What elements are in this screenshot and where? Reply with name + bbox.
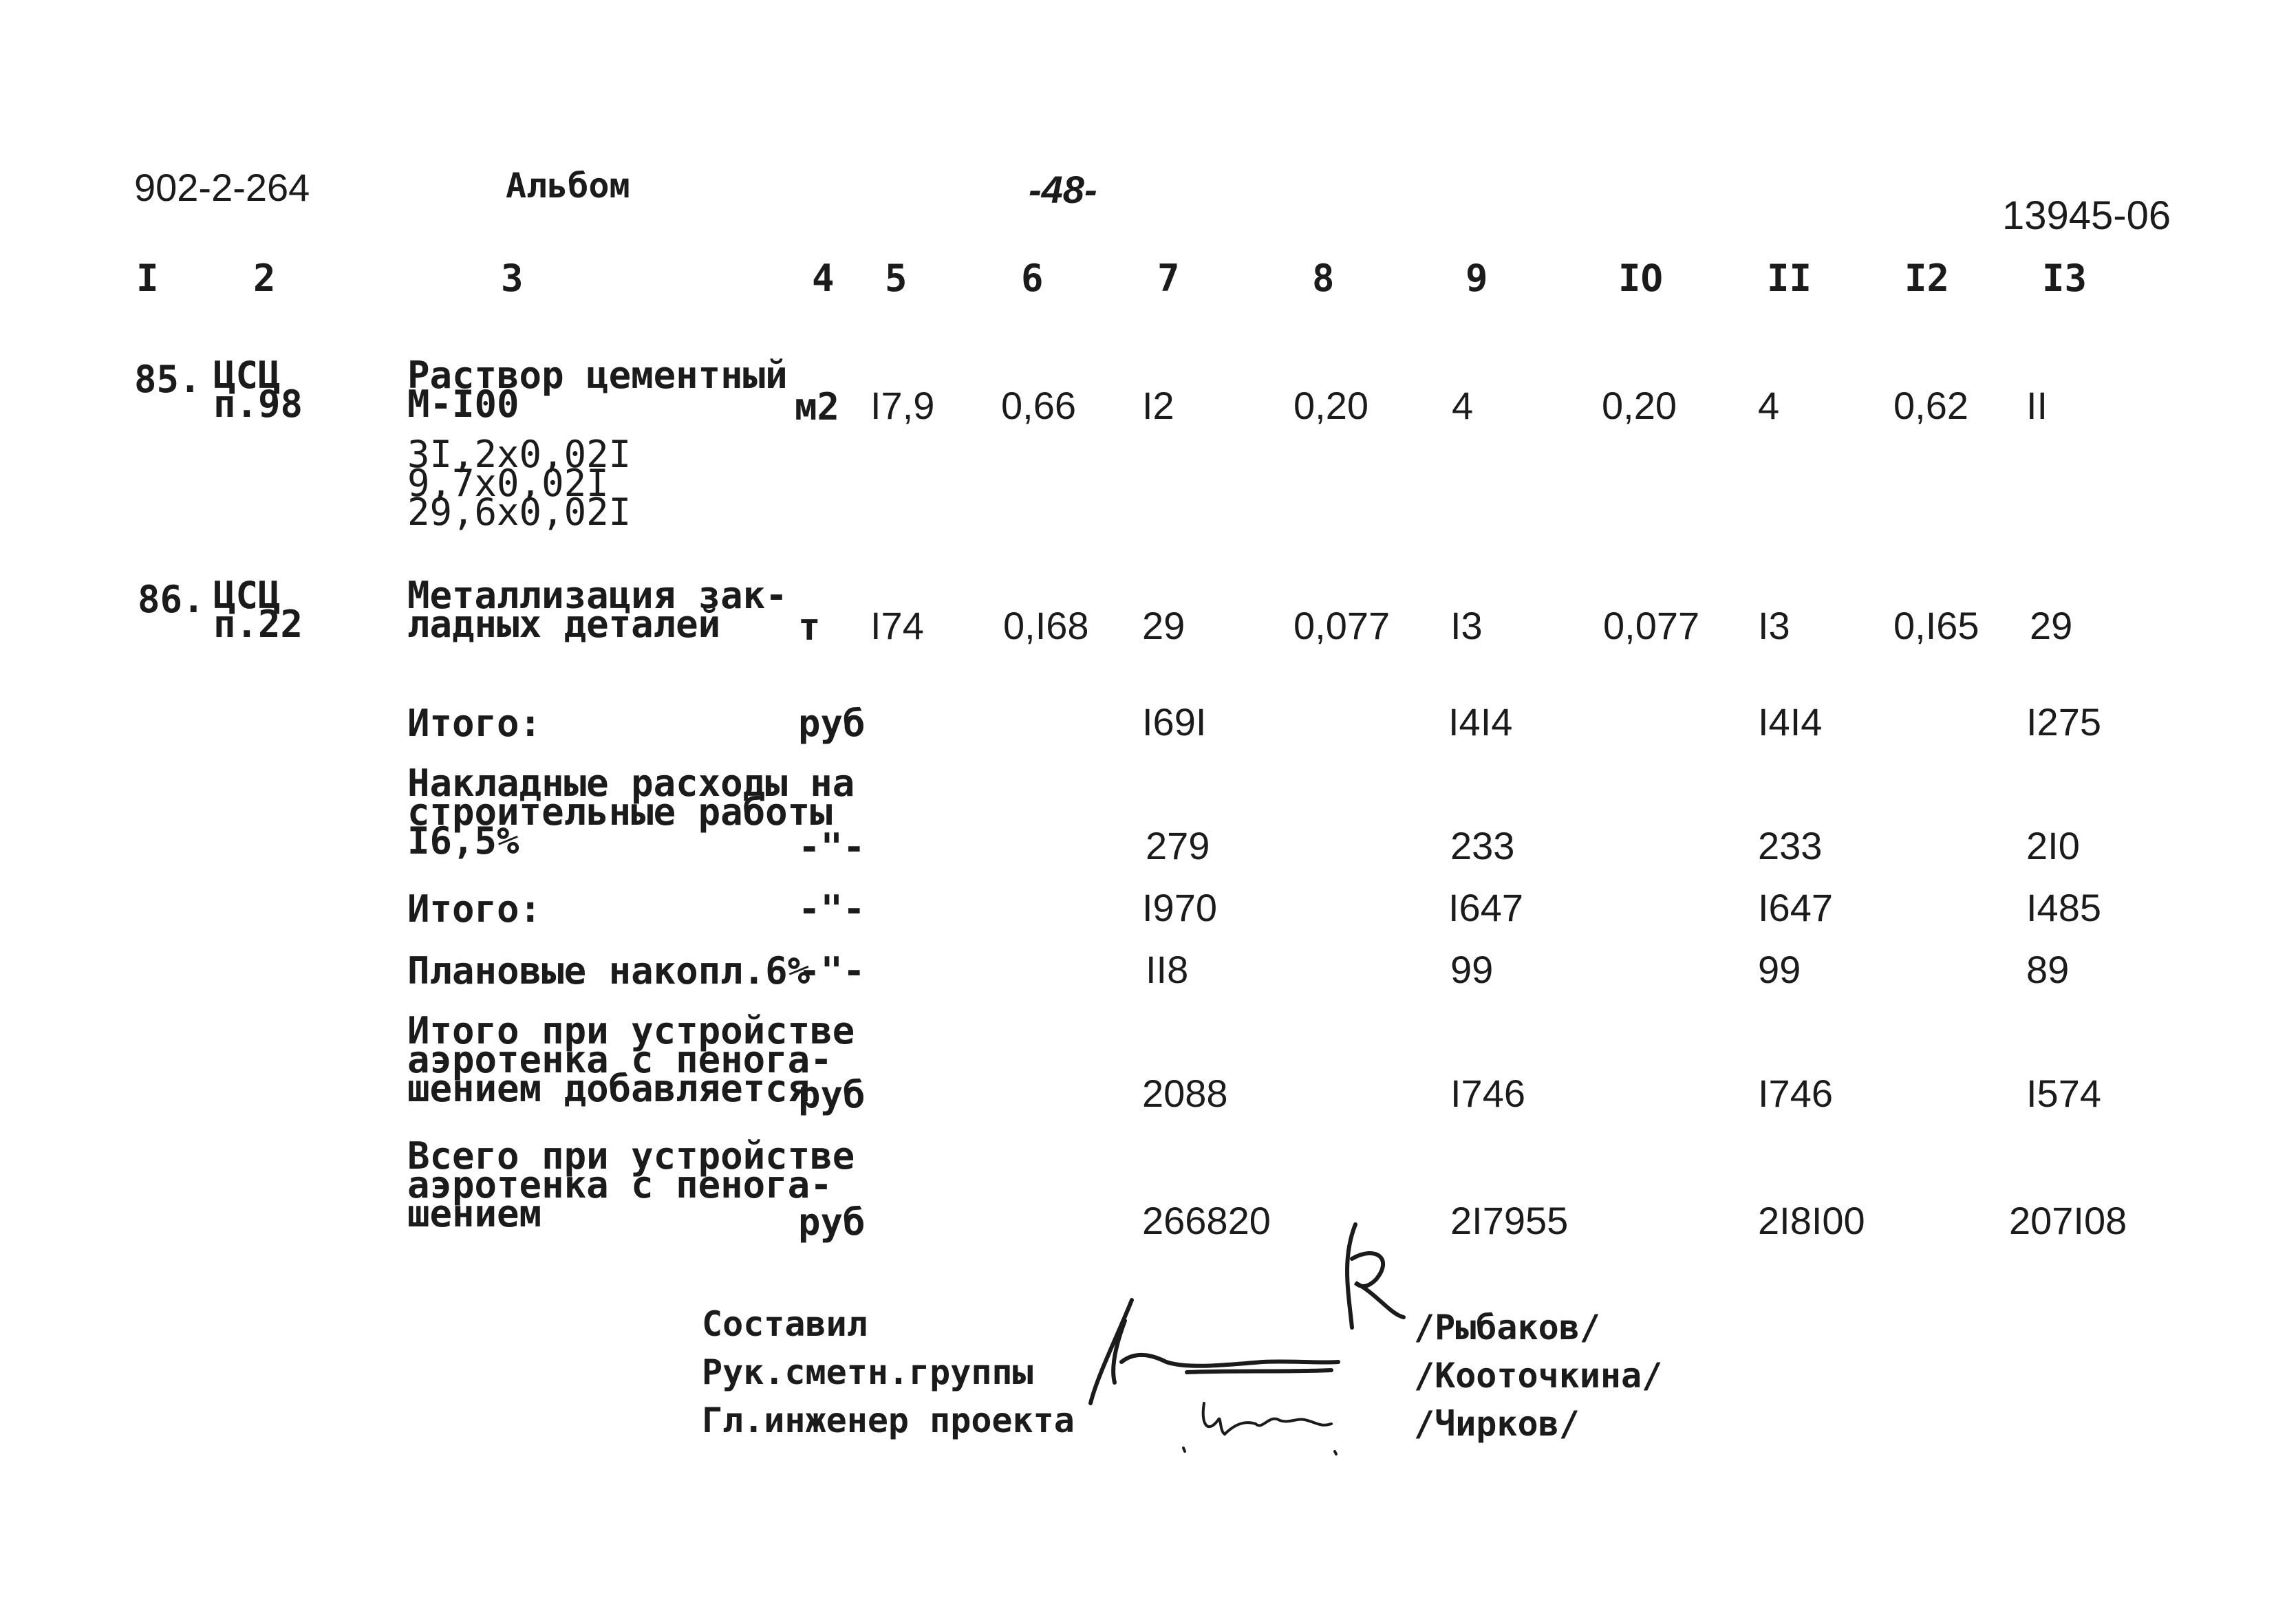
summary-cell: II8: [1146, 948, 1189, 991]
column-number: 7: [1157, 257, 1180, 300]
column-number: 4: [812, 257, 835, 300]
summary-label: Итого:: [407, 887, 542, 931]
summary-cell: I4I4: [1448, 700, 1513, 744]
registry-number: 13945-06: [2002, 193, 2171, 238]
summary-label: Накладные расходы на строительные работы I6,5%: [407, 761, 855, 863]
column-number: I: [136, 257, 159, 300]
group-head-name: /Кооточкина/: [1414, 1356, 1663, 1396]
column-number: 3: [501, 257, 524, 300]
summary-unit: -"-: [798, 825, 866, 869]
summary-unit: -"-: [798, 949, 866, 993]
summary-cell: 207I08: [2009, 1199, 2127, 1242]
summary-cell: 2088: [1142, 1072, 1228, 1115]
summary-cell: I746: [1758, 1072, 1833, 1115]
document-code: 902-2-264: [134, 166, 310, 209]
chief-engineer-name: /Чирков/: [1414, 1404, 1580, 1444]
row-cell: 0,20: [1293, 384, 1368, 427]
column-number: I3: [2042, 257, 2087, 300]
summary-cell: 279: [1146, 824, 1210, 867]
row-cell: I74: [870, 604, 924, 647]
row-code: ЦСЦ п.98: [213, 354, 303, 426]
summary-cell: I574: [2026, 1072, 2101, 1115]
row-cell: 0,077: [1603, 604, 1700, 647]
row-cell: 29: [2030, 604, 2073, 647]
summary-cell: 233: [1450, 824, 1515, 867]
album-label: Альбом: [506, 166, 630, 206]
column-number: IO: [1618, 257, 1664, 300]
row-cell: I3: [1758, 604, 1790, 647]
row-calculation: 3I,2x0,02I 9,7x0,02I 29,6x0,02I: [407, 433, 632, 534]
row-index: 86.: [138, 578, 205, 621]
summary-cell: I275: [2026, 700, 2101, 744]
compiled-by-label: Составил: [702, 1304, 868, 1344]
summary-cell: I485: [2026, 886, 2101, 929]
row-cell: 0,62: [1893, 384, 1968, 427]
column-number: 9: [1466, 257, 1488, 300]
row-code: ЦСЦ п.22: [213, 574, 303, 646]
summary-cell: I970: [1142, 886, 1217, 929]
signature-chief-engineer: [1170, 1383, 1349, 1465]
summary-unit: руб: [798, 1200, 866, 1244]
column-number: 5: [885, 257, 908, 300]
row-unit: т: [798, 605, 821, 649]
row-cell: I3: [1450, 604, 1483, 647]
column-number: 8: [1312, 257, 1335, 300]
row-name: Раствор цементный М-I00: [407, 354, 788, 426]
column-number: 6: [1021, 257, 1044, 300]
summary-cell: 2I8I00: [1758, 1199, 1865, 1242]
group-head-label: Рук.сметн.группы: [702, 1352, 1033, 1392]
summary-cell: 2I0: [2026, 824, 2080, 867]
summary-cell: 89: [2026, 948, 2070, 991]
row-cell: I2: [1142, 384, 1174, 427]
summary-cell: I69I: [1142, 700, 1207, 744]
chief-engineer-label: Гл.инженер проекта: [702, 1400, 1075, 1440]
summary-cell: 99: [1450, 948, 1494, 991]
summary-unit: руб: [798, 1073, 866, 1116]
row-cell: II: [2026, 384, 2048, 427]
summary-label: Всего при устройстве аэротенка с пенога- шением: [407, 1134, 855, 1235]
summary-cell: 2I7955: [1450, 1199, 1569, 1242]
row-cell: 0,66: [1001, 384, 1076, 427]
summary-cell: I647: [1448, 886, 1523, 929]
summary-cell: I746: [1450, 1072, 1525, 1115]
row-cell: 4: [1452, 384, 1474, 427]
column-number: II: [1767, 257, 1812, 300]
row-cell: 29: [1142, 604, 1185, 647]
page-number: -48-: [1029, 168, 1097, 211]
summary-cell: I4I4: [1758, 700, 1823, 744]
summary-unit: руб: [798, 702, 866, 745]
row-index: 85.: [134, 358, 202, 401]
row-cell: 0,20: [1602, 384, 1677, 427]
compiled-by-name: /Рыбаков/: [1414, 1308, 1600, 1347]
summary-cell: 233: [1758, 824, 1823, 867]
row-cell: 0,I68: [1003, 604, 1089, 647]
summary-label: Плановые накопл.6%: [407, 949, 810, 993]
row-cell: I7,9: [870, 384, 935, 427]
row-cell: 0,I65: [1893, 604, 1979, 647]
row-name: Металлизация зак- ладных деталей: [407, 574, 788, 646]
column-number: I2: [1904, 257, 1950, 300]
column-number: 2: [253, 257, 276, 300]
row-unit: м2: [795, 385, 840, 429]
summary-cell: I647: [1758, 886, 1833, 929]
summary-unit: -"-: [798, 887, 866, 931]
row-cell: 4: [1758, 384, 1780, 427]
summary-cell: 266820: [1142, 1199, 1271, 1242]
summary-label: Итого при устройстве аэротенка с пенога- шением добавляется: [407, 1009, 855, 1110]
row-cell: 0,077: [1293, 604, 1391, 647]
summary-cell: 99: [1758, 948, 1801, 991]
summary-label: Итого:: [407, 702, 542, 745]
